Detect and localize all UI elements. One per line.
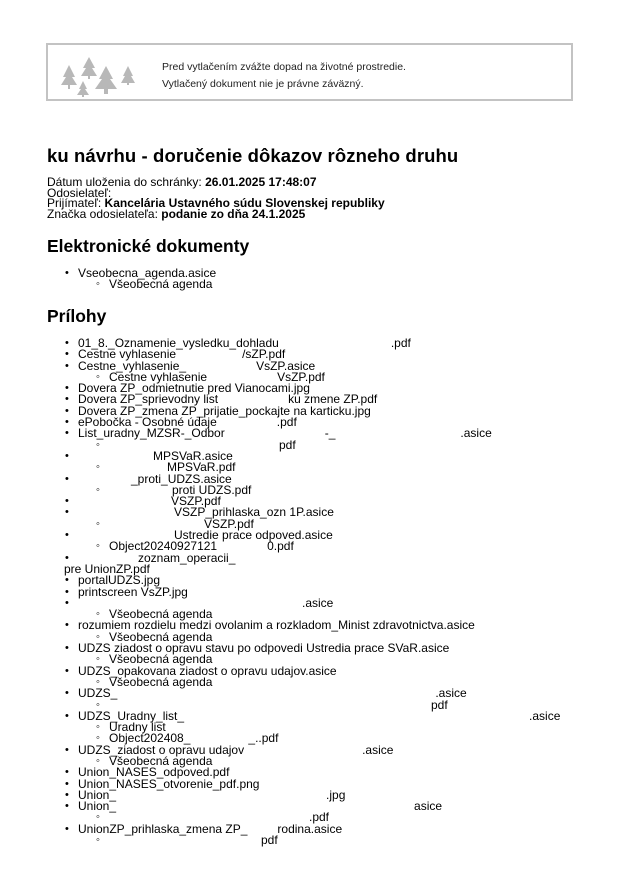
file-suffix[interactable]: .asice	[362, 742, 394, 757]
date-value: 26.01.2025 17:48:07	[205, 175, 317, 189]
attachments-heading: Prílohy	[47, 306, 107, 326]
file-name[interactable]: Object202408_	[109, 731, 191, 746]
attachments-list	[62, 338, 560, 846]
file-name[interactable]: portalUDZS.jpg	[78, 573, 161, 588]
file-suffix[interactable]: ku zmene ZP.pdf	[288, 392, 378, 407]
file-name[interactable]: Union_	[78, 787, 117, 802]
sub-list	[78, 279, 216, 290]
file-name[interactable]: 01_8._Oznamenie_vysledku_dohladu	[78, 336, 279, 350]
file-suffix[interactable]: .asice	[460, 426, 492, 441]
file-name[interactable]: Object20240927121	[109, 539, 218, 554]
file-suffix[interactable]: .pdf	[390, 336, 411, 350]
attachment-item	[62, 643, 560, 666]
sender-label: Odosielateľ:	[47, 185, 112, 200]
file-suffix[interactable]: VSZP.pdf	[171, 494, 221, 509]
banner-line-2: Vytlačený dokument nie je právne záväzný.	[162, 78, 364, 90]
file-name[interactable]: UDZS_opakovana ziadost o opravu udajov.asice	[78, 663, 337, 678]
file-name[interactable]: Všeobecná agenda	[109, 607, 213, 622]
attachment-item	[62, 550, 560, 576]
file-name[interactable]: Dovera ZP_odmietnutie pred Vianocami.jpg	[78, 381, 310, 396]
message-metadata	[47, 177, 385, 219]
file-suffix[interactable]: 0.pdf	[267, 539, 294, 554]
file-suffix[interactable]: .asice	[302, 595, 334, 610]
file-suffix[interactable]: MPSVaR.asice	[153, 448, 233, 463]
file-name[interactable]: Všeobecná agenda	[109, 674, 213, 689]
file-suffix[interactable]: VSZP_prihlaska_ozn 1P.asice	[174, 505, 334, 520]
file-name[interactable]: Dovera ZP_sprievodny list	[78, 392, 219, 407]
file-link[interactable]	[78, 822, 342, 836]
attachment-item	[62, 708, 561, 746]
file-suffix[interactable]: VsZP.pdf	[277, 369, 325, 384]
file-link[interactable]	[78, 686, 467, 700]
attachment-item	[62, 742, 560, 768]
sub-list	[78, 722, 560, 745]
file-name[interactable]: Všeobecná agenda	[109, 629, 213, 644]
file-name-continuation[interactable]: pre UnionZP.pdf	[64, 561, 150, 576]
date-label: Dátum uloženia do schránky:	[47, 175, 202, 189]
file-name[interactable]: UDZS_ziadost o opravu udajov	[78, 742, 245, 757]
reference-row	[47, 206, 385, 221]
file-suffix[interactable]: pdf	[279, 437, 296, 452]
file-name[interactable]: Cestne vyhlasenie	[78, 347, 177, 362]
file-name[interactable]: Cestne vyhlasenie	[109, 369, 208, 384]
banner-line-1: Pred vytlačením zvážte dopad na životné prostredie.	[162, 61, 406, 73]
file-name[interactable]: Union_NASES_otvorenie_pdf.png	[78, 776, 260, 791]
file-name[interactable]: Uradny list	[109, 720, 166, 735]
file-suffix[interactable]: pdf	[431, 697, 448, 712]
file-suffix[interactable]: asice	[414, 799, 443, 814]
file-name[interactable]: Dovera ZP_zmena ZP_prijatie_pockajte na karticku.jpg	[78, 403, 371, 418]
sub-list	[78, 835, 560, 846]
file-suffix[interactable]: .jpg	[326, 787, 346, 802]
file-name[interactable]: ePobočka - Osobné údaje	[78, 415, 217, 430]
attachment-item	[62, 428, 560, 451]
electronic-documents-heading: Elektronické dokumenty	[47, 236, 250, 256]
reference-label: Značka odosielateľa:	[47, 206, 158, 221]
trees-icon	[60, 51, 140, 99]
file-suffix[interactable]: pdf	[261, 833, 278, 848]
attachment-item	[62, 663, 560, 689]
file-suffix[interactable]: _..pdf	[248, 731, 279, 746]
attachment-item	[62, 471, 560, 497]
file-name[interactable]: Všeobecná agenda	[109, 652, 213, 667]
file-name[interactable]: rozumiem rozdielu medzi ovolanim a rozkladom_Minist zdravotnictva.asice	[78, 618, 475, 633]
sub-item[interactable]	[62, 835, 560, 846]
file-name[interactable]: UDZS_Uradny_list_	[78, 708, 185, 723]
file-suffix[interactable]: .pdf	[276, 415, 297, 430]
recipient-value: Kancelária Ustavného súdu Slovenskej republiky	[104, 196, 385, 210]
file-name[interactable]: Union_	[78, 799, 117, 814]
file-name[interactable]: UDZS ziadost o opravu stavu po odpovedi Ustredia prace SVaR.asice	[78, 641, 450, 656]
file-suffix[interactable]: rodina.asice	[277, 821, 343, 836]
file-suffix[interactable]: VSZP.pdf	[204, 516, 254, 531]
file-name[interactable]: Union_NASES_odpoved.pdf	[78, 765, 230, 780]
attachment-item	[62, 688, 560, 711]
file-name[interactable]: printscreen VsZP.jpg	[78, 584, 188, 599]
file-suffix[interactable]: zoznam_operacii_	[138, 550, 236, 565]
page-title: ku návrhu - doručenie dôkazov rôzneho druhu	[47, 145, 459, 166]
file-suffix[interactable]: .asice	[529, 708, 561, 723]
file-suffix[interactable]: VsZP.asice	[256, 358, 316, 373]
file-name[interactable]: Všeobecná agenda	[109, 277, 213, 292]
file-suffix[interactable]: MPSVaR.pdf	[167, 460, 236, 475]
file-suffix[interactable]: proti UDZS.pdf	[172, 482, 252, 497]
file-suffix[interactable]: _proti_UDZS.asice	[131, 471, 232, 486]
eco-print-banner	[46, 43, 573, 101]
file-name[interactable]: List_uradny_MZSR-_Odbor	[78, 426, 225, 441]
file-suffix[interactable]: -_	[324, 426, 336, 441]
attachment-item	[62, 507, 560, 530]
file-name[interactable]: UnionZP_prihlaska_zmena ZP_	[78, 821, 248, 836]
attachment-item	[62, 821, 560, 848]
file-link[interactable]	[78, 799, 442, 813]
reference-value: podanie zo dňa 24.1.2025	[161, 206, 306, 221]
file-name[interactable]: Všeobecná agenda	[109, 753, 213, 768]
attachment-item	[62, 358, 560, 384]
recipient-label: Prijímateľ:	[47, 196, 102, 210]
attachment-item	[62, 620, 560, 643]
electronic-document-item	[62, 268, 216, 291]
file-suffix[interactable]: .asice	[435, 686, 467, 701]
file-name[interactable]: UDZS_	[78, 686, 118, 701]
electronic-documents-list	[62, 268, 216, 291]
file-name[interactable]: Vseobecna_agenda.asice	[78, 266, 217, 280]
attachment-item	[62, 530, 560, 553]
file-suffix[interactable]: /sZP.pdf	[242, 347, 286, 362]
file-suffix[interactable]: Ustredie prace odpoved.asice	[174, 528, 333, 543]
attachment-item	[62, 595, 560, 622]
attachment-item	[62, 801, 560, 824]
file-name[interactable]: Cestne_vyhlasenie_	[78, 358, 187, 373]
file-suffix[interactable]: .pdf	[309, 810, 330, 825]
attachment-item	[62, 448, 560, 475]
sub-item[interactable]	[62, 279, 216, 290]
